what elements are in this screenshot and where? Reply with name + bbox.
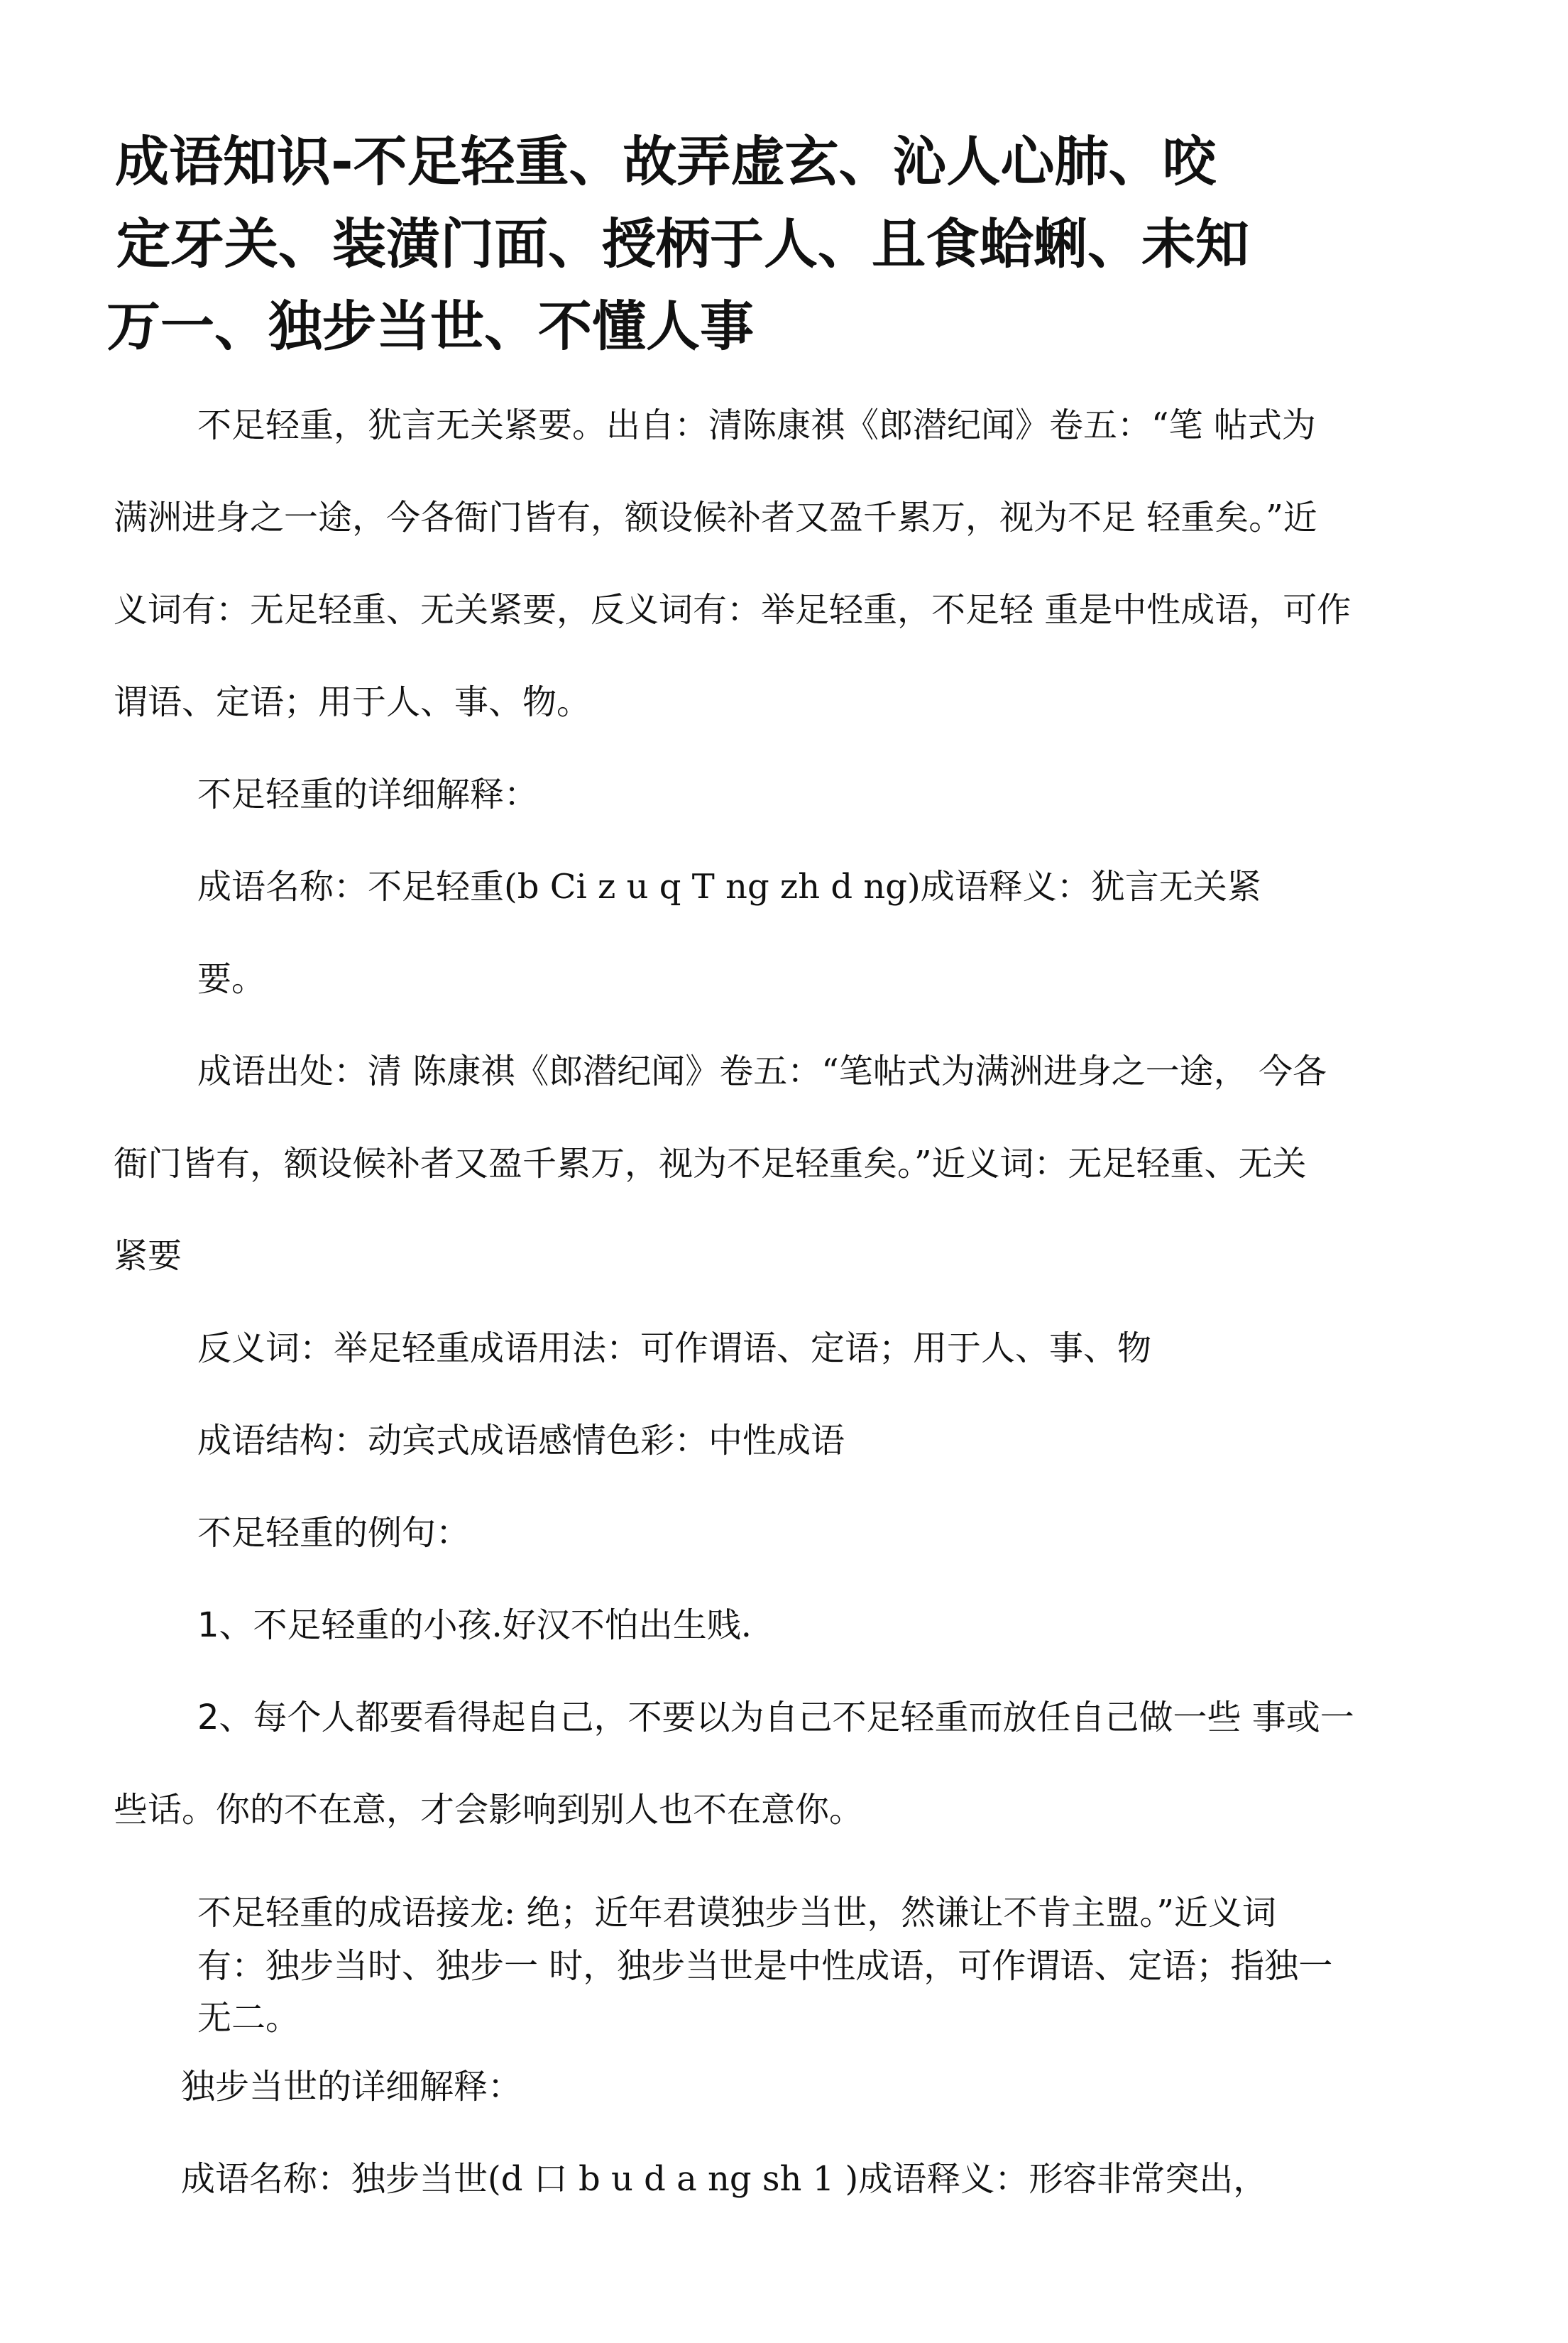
idiom-meaning-cont: 要。 (197, 959, 266, 999)
example-2-line-2: 些话。你的不在意，才会影响到别人也不在意你。 (114, 1790, 864, 1830)
idiom-name-line-2 (181, 2151, 1267, 2200)
detail-heading-2: 独步当世的详细解释： (181, 2067, 522, 2107)
example-1 (197, 1598, 752, 1646)
example-2-number: 2 (197, 1698, 219, 1737)
solitaire-line-3: 无二。 (197, 1998, 300, 2038)
idiom-source-line-1: 成语出处：清 陈康祺《郎潜纪闻》卷五：“笔帖式为满洲进身之一途， 今各 (197, 1052, 1327, 1091)
idiom-meaning-2: 成语释义：形容非常突出， (858, 2159, 1268, 2199)
paragraph-1-line-3: 义词有：无足轻重、无关紧要，反义词有：举足轻重，不足轻 重是中性成语，可作 (114, 590, 1352, 630)
structure-emotion: 成语结构：动宾式成语感情色彩：中性成语 (197, 1421, 845, 1460)
idiom-name-line (197, 859, 1261, 908)
paragraph-1-line-2: 满洲进身之一途，今各衙门皆有，额设候补者又盈千累万，视为不足 轻重矣。”近 (114, 498, 1317, 537)
detail-heading: 不足轻重的详细解释： (197, 775, 539, 814)
idiom-source-line-2: 衙门皆有，额设候补者又盈千累万，视为不足轻重矣。”近义词：无足轻重、无关 (114, 1144, 1307, 1184)
idiom-name-pinyin-2: 成语名称：独步当世(d 口 b u d a ng sh 1 ) (181, 2159, 859, 2199)
paragraph-1-line-1: 不足轻重，犹言无关紧要。出自：清陈康祺《郎潜纪闻》卷五：“笔 帖式为 (197, 405, 1316, 445)
solitaire-line-2: 有：独步当时、独步一 时，独步当世是中性成语，可作谓语、定语；指独一 (197, 1946, 1333, 1986)
example-1-number: 1 (197, 1605, 219, 1645)
example-1-text: 、不足轻重的小孩.好汉不怕出生贱. (219, 1605, 752, 1645)
paragraph-1-line-4: 谓语、定语；用于人、事、物。 (114, 682, 591, 722)
solitaire-line-1: 不足轻重的成语接龙: 绝；近年君谟独步当世，然谦让不肯主盟。”近义词 (197, 1893, 1276, 1933)
idiom-source-line-3: 紧要 (114, 1236, 182, 1276)
title-line-2: 定牙关、装潢门面、授柄于人、且食蛤蜊、未知 (116, 212, 1249, 275)
title-line-3: 万一、独步当世、不懂人事 (106, 295, 754, 358)
idiom-meaning: 成语释义：犹言无关紧 (920, 867, 1261, 907)
title-line-1: 成语知识-不足轻重、故弄虚玄、沁人心肺、咬 (115, 130, 1217, 193)
document-title (106, 121, 1455, 368)
example-heading: 不足轻重的例句： (197, 1513, 471, 1553)
example-2-text: 、每个人都要看得起自己，不要以为自己不足轻重而放任自己做一些 事或一 (219, 1698, 1354, 1737)
example-2-line-1 (197, 1690, 1354, 1739)
antonym-usage: 反义词：举足轻重成语用法：可作谓语、定语；用于人、事、物 (197, 1328, 1152, 1368)
idiom-name-pinyin: 成语名称：不足轻重(b Ci z u q T ng zh d ng) (197, 867, 921, 907)
